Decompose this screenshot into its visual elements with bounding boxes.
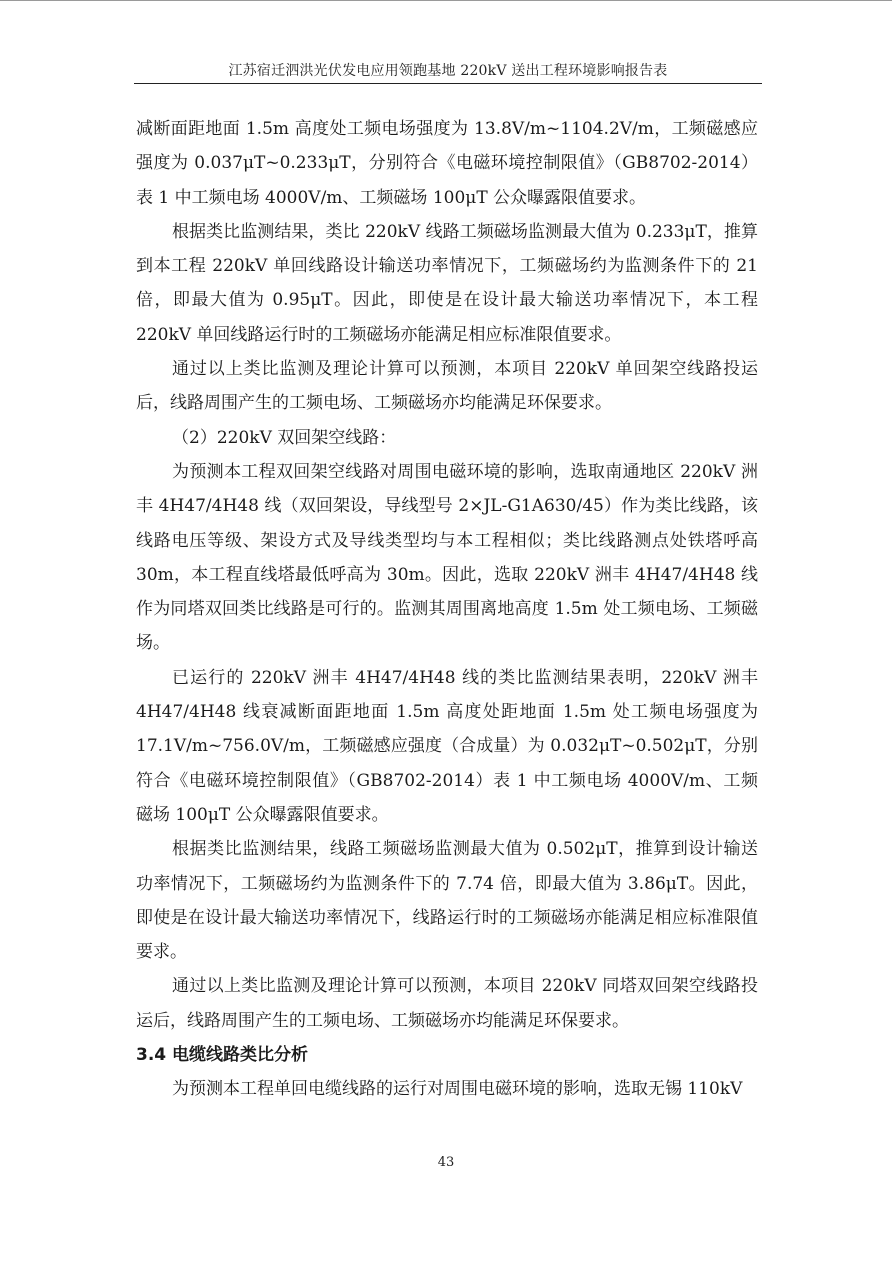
paragraph-4: 为预测本工程双回架空线路对周围电磁环境的影响，选取南通地区 220kV 洲丰 4H47/4H48 线（双回架设，导线型号 2×JL-G1A630/45）作为类比线路，该线路电压等级、架设方式及导线类型均与本工程相似；类比线路测点处铁塔呼高 30m，本工程直线塔最低呼高为 30m。因此，选取 220kV 洲丰 4H47/4H48 线作为同塔双回类比线路是可行的。监测其周围离地高度 1.5m 处工频电场、工频磁场。 [136, 461, 758, 654]
paragraph-3: 通过以上类比监测及理论计算可以预测，本项目 220kV 单回架空线路投运后，线路周围产生的工频电场、工频磁场亦均能满足环保要求。 [136, 359, 758, 414]
running-header: 江苏宿迁泗洪光伏发电应用领跑基地 220kV 送出工程环境影响报告表 [228, 63, 668, 79]
header-rule [134, 83, 762, 84]
paragraph-6: 根据类比监测结果，线路工频磁场监测最大值为 0.502μT，推算到设计输送功率情况下，工频磁场约为监测条件下的 7.74 倍，即最大值为 3.86μT。因此，即使是在设计最大输送功率情况下，线路运行时的工频磁场亦能满足相应标准限值要求。 [136, 839, 758, 963]
paragraph-2: 根据类比监测结果，类比 220kV 线路工频磁场监测最大值为 0.233μT，推算到本工程 220kV 单回线路设计输送功率情况下，工频磁场约为监测条件下的 21 倍，即最大值为 0.95μT。因此，即使是在设计最大输送功率情况下，本工程 220kV 单回线路运行时的工频磁场亦能满足相应标准限值要求。 [136, 221, 758, 345]
paragraph-5: 已运行的 220kV 洲丰 4H47/4H48 线的类比监测结果表明，220kV 洲丰 4H47/4H48 线衰减断面距地面 1.5m 高度处距地面 1.5m 处工频电场强度为 17.1V/m~756.0V/m，工频磁感应强度（合成量）为 0.032μT~0.502μT，分别符合《电磁环境控制限值》（GB8702-2014）表 1 中工频电场 4000V/m、工频磁场 100μT 公众曝露限值要求。 [136, 667, 758, 825]
subsection-label: （2）220kV 双回架空线路： [172, 427, 397, 448]
section-heading: 3.4 电缆线路类比分析 [136, 1045, 309, 1066]
paragraph-7: 通过以上类比监测及理论计算可以预测，本项目 220kV 同塔双回架空线路投运后，线路周围产生的工频电场、工频磁场亦均能满足环保要求。 [136, 976, 758, 1031]
page-number: 43 [437, 1155, 455, 1170]
body-text [136, 112, 758, 1106]
paragraph-8: 为预测本工程单回电缆线路的运行对周围电磁环境的影响，选取无锡 110kV [172, 1079, 743, 1100]
top-border-line [0, 0, 892, 1]
paragraph-1: 减断面距地面 1.5m 高度处工频电场强度为 13.8V/m~1104.2V/m，工频磁感应强度为 0.037μT~0.233μT，分别符合《电磁环境控制限值》（GB8702-2014）表 1 中工频电场 4000V/m、工频磁场 100μT 公众曝露限值要求。 [136, 119, 758, 208]
